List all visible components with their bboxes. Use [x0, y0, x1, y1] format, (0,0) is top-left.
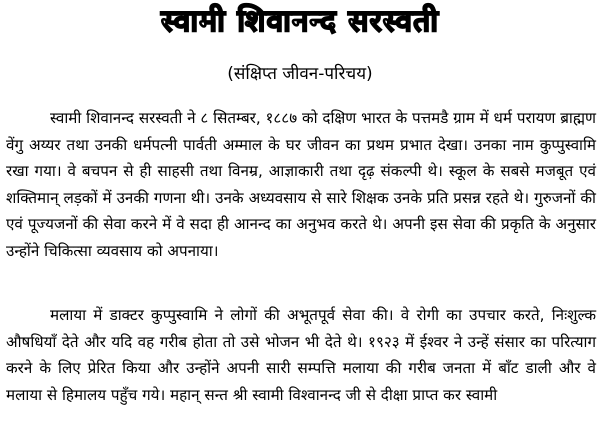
- page-title: स्वामी शिवानन्द सरस्वती: [161, 4, 439, 39]
- paragraph-1: स्वामी शिवानन्द सरस्वती ने ८ सितम्बर, १८८७ को दक्षिण भारत के पत्तमडै ग्राम में धर्म परायण ब्राह्मण वेंगु अय्यर तथा उनकी धर्मपत्नी पार्वती अम्माल के घर जीवन का प्रथम प्रभात देखा। उनका नाम कुप्पुस्वामि रखा गया। वे बचपन से ही साहसी तथा विनम्र, आज्ञाकारी तथा दृढ़ संकल्पी थे। स्कूल के सबसे मजबूत एवं शक्तिमान् लड़कों में उनकी गणना थी। उनके अध्यवसाय से सारे शिक्षक उनके प्रति प्रसन्न रहते थे। गुरुजनों की एवं पूज्यजनों की सेवा करने में वे सदा ही आनन्द का अनुभव करते थे। अपनी इस सेवा की प्रकृति के अनुसार उन्होंने चिकित्सा व्यवसाय को अपनाया।: [6, 109, 596, 260]
- paragraph-2: मलाया में डाक्टर कुप्पुस्वामि ने लोगों की अभूतपूर्व सेवा की। वे रोगी का उपचार करते, निःशुल्क औषधियाँ देते और यदि वह गरीब होता तो उसे भोजन भी देते थे। १९२३ में ईश्वर ने उन्हें संसार का परित्याग करने के लिए प्रेरित किया और उन्होंने अपनी सारी सम्पत्ति मलाया की गरीब जनता में बाँट डाली और वे मलाया से हिमालय पहुँच गये। महान् सन्त श्री स्वामी विश्वानन्द जी से दीक्षा प्राप्त कर स्वामी: [6, 306, 596, 404]
- page-subtitle: (संक्षिप्त जीवन-परिचय): [227, 64, 373, 84]
